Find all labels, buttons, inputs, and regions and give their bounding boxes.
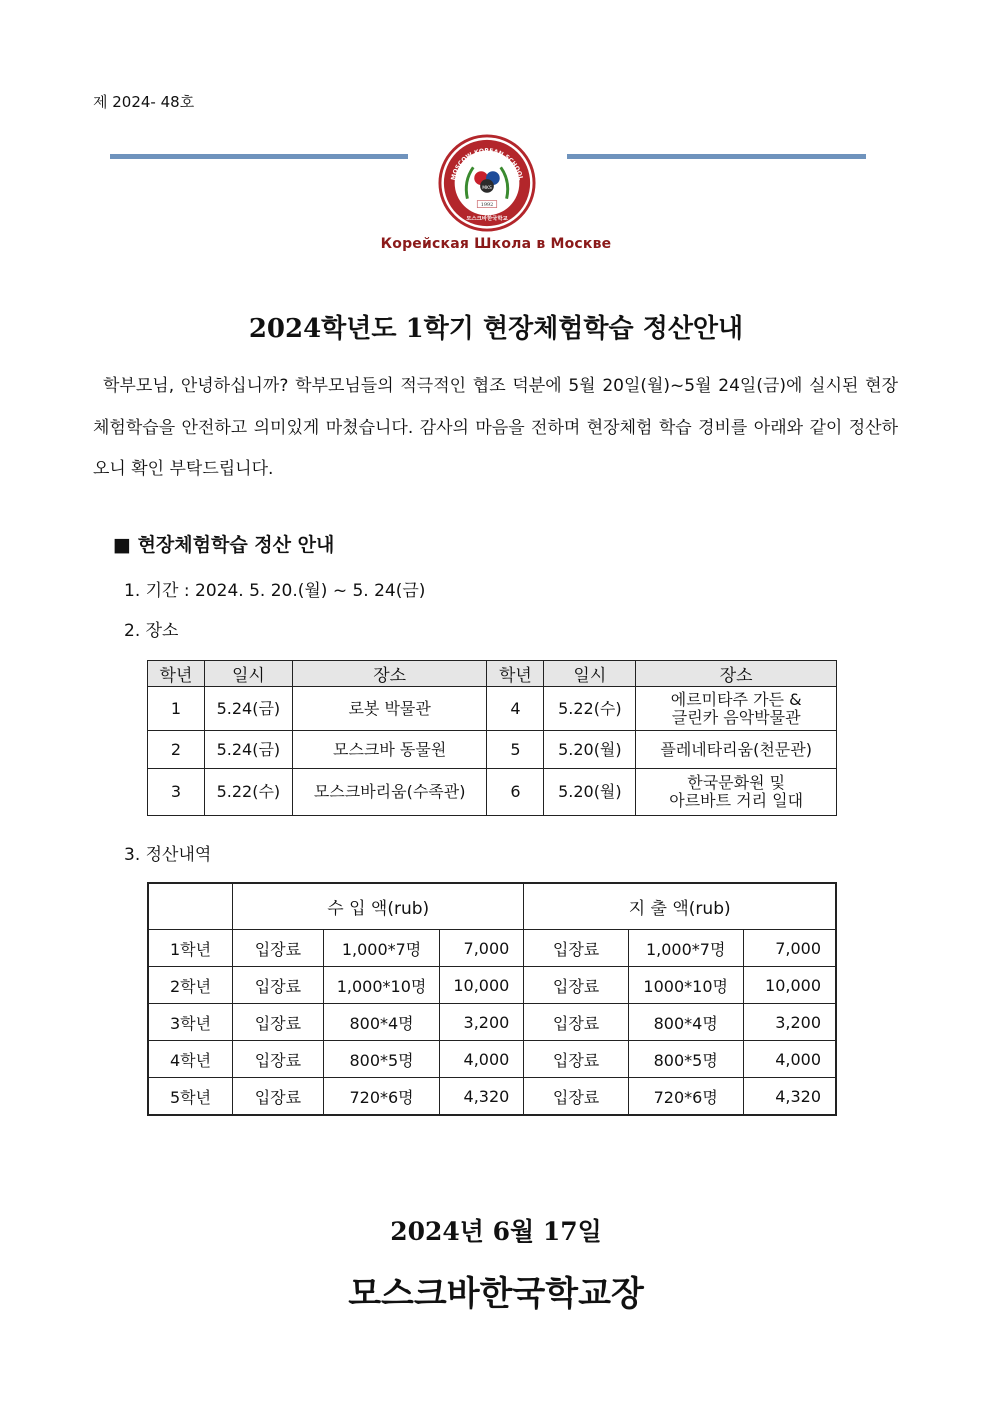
settlement-table — [147, 882, 837, 1116]
table-cell: 5 — [487, 731, 544, 769]
document-title: 2024학년도 1학기 현장체험학습 정산안내 — [248, 314, 744, 344]
table-cell: 4,000 — [743, 1041, 836, 1078]
issue-date: 2024년 6월 17일 — [390, 1217, 602, 1246]
table-cell: 800*5명 — [323, 1041, 440, 1078]
table-cell: 3,200 — [743, 1004, 836, 1041]
table-cell: 800*4명 — [323, 1004, 440, 1041]
table-row — [148, 1078, 836, 1116]
header-cell: 일시 — [544, 661, 636, 687]
table-cell: 1 — [148, 687, 205, 731]
table-cell: 5.24(금) — [204, 731, 292, 769]
table-row — [148, 1004, 836, 1041]
table-cell: 5.22(수) — [544, 687, 636, 731]
table-cell: 800*4명 — [628, 1004, 743, 1041]
table-cell: 3학년 — [148, 1004, 233, 1041]
table-cell: 720*6명 — [323, 1078, 440, 1116]
empty-header-cell — [148, 883, 233, 930]
header-cell: 일시 — [204, 661, 292, 687]
header-cell: 장소 — [292, 661, 487, 687]
school-logo — [438, 134, 536, 232]
table-cell: 모스크바리움(수족관) — [292, 769, 487, 816]
table-cell: 입장료 — [524, 1041, 628, 1078]
table-cell: 모스크바 동물원 — [292, 731, 487, 769]
place-table — [147, 660, 837, 816]
table-cell: 1000*10명 — [628, 967, 743, 1004]
header-rule-right — [567, 154, 866, 159]
table-cell: 720*6명 — [628, 1078, 743, 1116]
table-cell: 1,000*10명 — [323, 967, 440, 1004]
table-cell: 7,000 — [743, 930, 836, 967]
table-row — [148, 687, 837, 731]
table-cell: 4 — [487, 687, 544, 731]
table-cell: 로봇 박물관 — [292, 687, 487, 731]
table-cell: 5.22(수) — [204, 769, 292, 816]
table-cell: 5.20(월) — [544, 731, 636, 769]
header-cell: 학년 — [487, 661, 544, 687]
table-cell: 3,200 — [440, 1004, 524, 1041]
logo-year: 1992 — [480, 202, 494, 209]
table-cell: 1학년 — [148, 930, 233, 967]
table-cell: 입장료 — [524, 967, 628, 1004]
logo-korean-name: 모스크바한국학교 — [466, 216, 508, 223]
table-cell: 입장료 — [524, 930, 628, 967]
income-header: 수 입 액(rub) — [233, 883, 524, 930]
settlement-item: 3. 정산내역 — [124, 845, 212, 865]
logo-arc-text: MOSCOW KOREAN SCHOOL — [449, 147, 524, 181]
table-cell: 4,000 — [440, 1041, 524, 1078]
table-cell: 입장료 — [524, 1078, 628, 1116]
table-row — [148, 930, 836, 967]
table-row — [148, 731, 837, 769]
header-cell: 학년 — [148, 661, 205, 687]
table-cell: 입장료 — [524, 1004, 628, 1041]
table-cell: 3 — [148, 769, 205, 816]
table-cell: 1,000*7명 — [323, 930, 440, 967]
expense-header: 지 출 액(rub) — [524, 883, 836, 930]
intro-paragraph: 학부모님, 안녕하십니까? 학부모님들의 적극적인 협조 덕분에 5월 20일(월)~5월 24일(금)에 실시된 현장체험학습을 안전하고 의미있게 마쳤습니다. 감사의 마음을 전하며 현장체험 학습 경비를 아래와 같이 정산하오니 확인 부탁드립니다. — [93, 376, 898, 479]
header-cell: 장소 — [636, 661, 837, 687]
settlement-table-header — [148, 883, 836, 930]
table-row — [148, 1041, 836, 1078]
table-cell: 10,000 — [743, 967, 836, 1004]
table-cell — [636, 769, 837, 816]
principal-signature: 모스크바한국학교장 — [348, 1274, 644, 1314]
table-cell: 1,000*7명 — [628, 930, 743, 967]
table-cell: 5.20(월) — [544, 769, 636, 816]
place-line: 한국문화원 및 — [687, 773, 786, 792]
school-name-russian: Корейская Школа в Москве — [380, 236, 612, 252]
table-cell: 7,000 — [440, 930, 524, 967]
logo-initials: MKS — [482, 185, 492, 191]
table-cell: 입장료 — [233, 1004, 324, 1041]
place-line: 에르미타주 가든 & — [670, 689, 802, 709]
table-cell: 10,000 — [440, 967, 524, 1004]
table-cell: 800*5명 — [628, 1041, 743, 1078]
table-cell: 2 — [148, 731, 205, 769]
table-cell: 플레네타리움(천문관) — [636, 731, 837, 769]
period-item: 1. 기간 : 2024. 5. 20.(월) ~ 5. 24(금) — [124, 581, 426, 601]
table-cell: 5학년 — [148, 1078, 233, 1116]
table-cell: 4,320 — [743, 1078, 836, 1116]
table-row — [148, 967, 836, 1004]
header-rule-left — [110, 154, 408, 159]
place-line: 아르바트 거리 일대 — [669, 791, 804, 810]
place-line: 글린카 음악박물관 — [671, 707, 801, 727]
table-cell: 입장료 — [233, 1041, 324, 1078]
table-cell: 5.24(금) — [204, 687, 292, 731]
table-cell: 6 — [487, 769, 544, 816]
table-cell — [636, 687, 837, 731]
section-heading: ■ 현장체험학습 정산 안내 — [113, 534, 335, 556]
table-cell: 입장료 — [233, 930, 324, 967]
table-cell: 4학년 — [148, 1041, 233, 1078]
table-cell: 입장료 — [233, 1078, 324, 1116]
table-cell: 입장료 — [233, 967, 324, 1004]
place-table-header — [148, 661, 837, 687]
place-item: 2. 장소 — [124, 621, 179, 641]
table-cell: 4,320 — [440, 1078, 524, 1116]
document-number: 제 2024- 48호 — [93, 93, 195, 111]
table-row — [148, 769, 837, 816]
table-cell: 2학년 — [148, 967, 233, 1004]
